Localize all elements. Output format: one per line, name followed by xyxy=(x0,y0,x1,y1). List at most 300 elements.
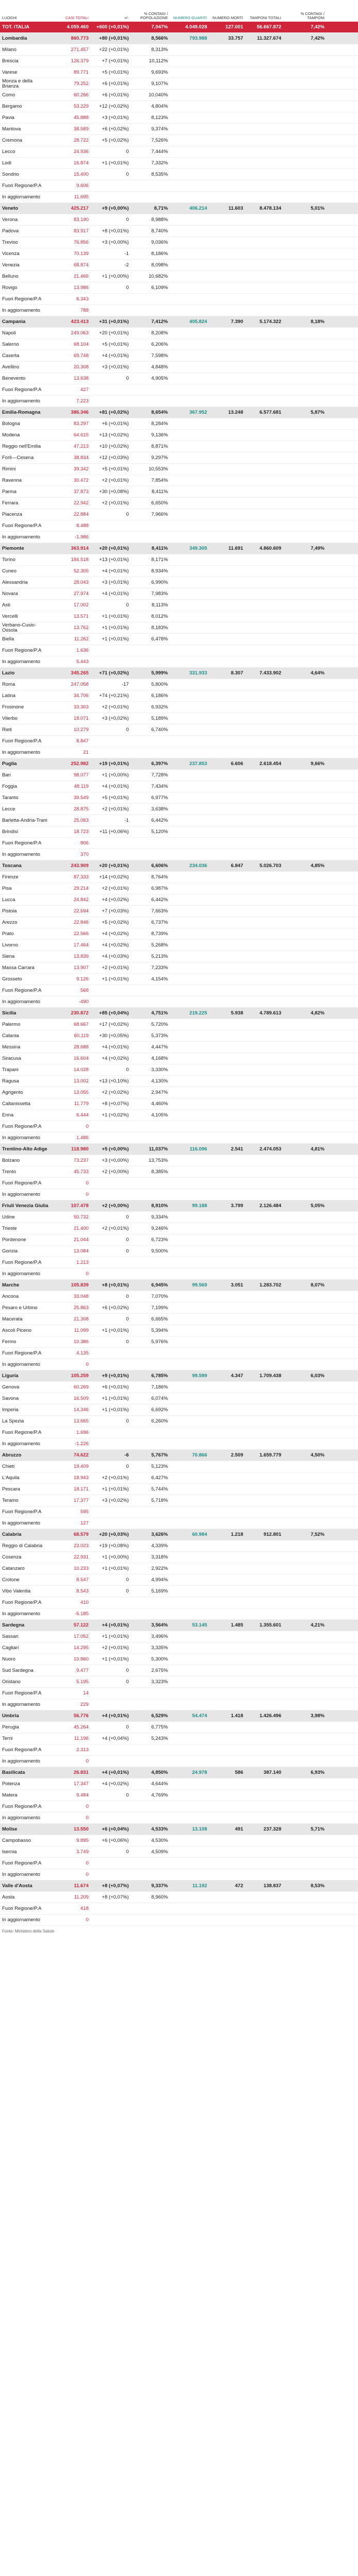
cell-total-cases: 17.002 xyxy=(50,600,91,611)
cell-total-cases: 11.674 xyxy=(50,1880,91,1892)
cell-place: Ragusa xyxy=(0,1076,50,1087)
cell-tests xyxy=(245,1427,283,1438)
cell-spacer xyxy=(327,1427,358,1438)
cell-perc-population: 4,130% xyxy=(131,1076,170,1087)
cell-spacer xyxy=(327,985,358,996)
cell-tests xyxy=(245,1223,283,1234)
province-row xyxy=(0,894,358,906)
cell-recovered xyxy=(170,1586,209,1597)
cell-variation: +5 (+0,02%) xyxy=(91,135,131,146)
region-row xyxy=(0,1370,358,1382)
cell-variation: 0 xyxy=(91,1336,131,1348)
cell-recovered xyxy=(170,44,209,56)
cell-perc-population: 4,154% xyxy=(131,974,170,985)
cell-perc-population xyxy=(131,1608,170,1620)
cell-spacer xyxy=(327,1008,358,1019)
cell-variation: +4 (+0,02%) xyxy=(91,928,131,940)
cell-perc-tests xyxy=(283,1540,327,1552)
cell-spacer xyxy=(327,1382,358,1393)
cell-tests xyxy=(245,690,283,702)
cell-tests: 912.801 xyxy=(245,1529,283,1540)
cell-total-cases: 73.237 xyxy=(50,1155,91,1166)
cell-variation xyxy=(91,1359,131,1370)
cell-deaths xyxy=(209,1064,245,1076)
cell-recovered xyxy=(170,849,209,860)
cell-deaths xyxy=(209,690,245,702)
header-perc-popolazione[interactable]: % CONTAGI / POPOLAZIONE xyxy=(140,11,168,21)
cell-perc-tests: 5,71% xyxy=(283,1824,327,1835)
cell-tests xyxy=(245,1178,283,1189)
cell-total-cases: 410 xyxy=(50,1597,91,1608)
cell-perc-population: 6,977% xyxy=(131,792,170,804)
cell-variation: +2 (+0,01%) xyxy=(91,702,131,713)
cell-spacer xyxy=(327,56,358,67)
cell-perc-population: 6,478% xyxy=(131,634,170,645)
cell-spacer xyxy=(327,214,358,226)
cell-perc-population: 6,737% xyxy=(131,917,170,928)
cell-deaths xyxy=(209,1892,245,1903)
cell-tests xyxy=(245,396,283,407)
cell-variation xyxy=(91,645,131,656)
cell-spacer xyxy=(327,1858,358,1869)
cell-deaths xyxy=(209,384,245,396)
cell-deaths xyxy=(209,1563,245,1574)
province-row xyxy=(0,1790,358,1801)
cell-total-cases: 14.346 xyxy=(50,1404,91,1416)
cell-tests xyxy=(245,1858,283,1869)
cell-place: Veneto xyxy=(0,203,50,214)
cell-recovered xyxy=(170,917,209,928)
province-row xyxy=(0,1892,358,1903)
cell-recovered xyxy=(170,396,209,407)
cell-total-cases: 17.347 xyxy=(50,1778,91,1790)
cell-perc-population: 8,171% xyxy=(131,554,170,566)
cell-deaths xyxy=(209,1087,245,1098)
cell-spacer xyxy=(327,1903,358,1914)
cell-variation: +8 (+0,01%) xyxy=(91,226,131,237)
cell-perc-tests xyxy=(283,146,327,158)
cell-spacer xyxy=(327,1597,358,1608)
header-luoghi[interactable]: LUOGHI xyxy=(2,15,17,21)
cell-tests xyxy=(245,498,283,509)
cell-deaths xyxy=(209,1518,245,1529)
cell-deaths xyxy=(209,554,245,566)
cell-tests xyxy=(245,1110,283,1121)
cell-variation: +19 (+0,08%) xyxy=(91,1540,131,1552)
cell-tests xyxy=(245,294,283,305)
cell-perc-tests xyxy=(283,1892,327,1903)
cell-place: Puglia xyxy=(0,758,50,770)
cell-place: Ferrara xyxy=(0,498,50,509)
cell-variation: 0 xyxy=(91,1574,131,1586)
cell-deaths xyxy=(209,962,245,974)
cell-deaths xyxy=(209,1552,245,1563)
cell-perc-tests xyxy=(283,1291,327,1302)
cell-deaths xyxy=(209,736,245,747)
cell-spacer xyxy=(327,1359,358,1370)
cell-spacer xyxy=(327,305,358,316)
cell-spacer xyxy=(327,44,358,56)
province-row xyxy=(0,1540,358,1552)
cell-tests xyxy=(245,634,283,645)
cell-total-cases: 0 xyxy=(50,1869,91,1880)
cell-deaths xyxy=(209,1427,245,1438)
cell-perc-population xyxy=(131,1597,170,1608)
cell-spacer xyxy=(327,1268,358,1280)
header-guariti[interactable]: NUMERO GUARITI xyxy=(173,15,207,21)
cell-deaths xyxy=(209,645,245,656)
cell-perc-population: 3,323% xyxy=(131,1676,170,1688)
cell-variation xyxy=(91,1744,131,1756)
cell-tests xyxy=(245,917,283,928)
cell-recovered xyxy=(170,350,209,362)
cell-total-cases: 79.252 xyxy=(50,78,91,90)
cell-perc-tests xyxy=(283,124,327,135)
cell-tests xyxy=(245,373,283,384)
cell-tests xyxy=(245,1846,283,1858)
province-row xyxy=(0,1552,358,1563)
province-row xyxy=(0,1846,358,1858)
cell-spacer xyxy=(327,135,358,146)
cell-variation xyxy=(91,1608,131,1620)
cell-variation: -17 xyxy=(91,679,131,690)
cell-variation: +4 (+0,01%) xyxy=(91,1042,131,1053)
cell-perc-population: 6,109% xyxy=(131,282,170,294)
cell-place: In aggiornamento xyxy=(0,192,50,203)
cell-total-cases: 28.688 xyxy=(50,1042,91,1053)
cell-perc-population: 8,183% xyxy=(131,622,170,634)
cell-total-cases: 13.055 xyxy=(50,1087,91,1098)
cell-total-cases: 247.058 xyxy=(50,679,91,690)
cell-place: Liguria xyxy=(0,1370,50,1382)
cell-perc-population: 5,373% xyxy=(131,1030,170,1042)
cell-spacer xyxy=(327,1246,358,1257)
province-row xyxy=(0,736,358,747)
cell-deaths xyxy=(209,180,245,192)
cell-variation xyxy=(91,996,131,1008)
province-row xyxy=(0,962,358,974)
cell-total-cases: 418 xyxy=(50,1903,91,1914)
cell-perc-population: 9,107% xyxy=(131,78,170,90)
cell-variation: +3 (+0,01%) xyxy=(91,577,131,588)
cell-total-cases: 1.696 xyxy=(50,1427,91,1438)
cell-perc-tests: 7,42% xyxy=(283,22,327,33)
cell-deaths xyxy=(209,1597,245,1608)
region-row xyxy=(0,407,358,418)
cell-place: In aggiornamento xyxy=(0,1518,50,1529)
cell-perc-tests xyxy=(283,917,327,928)
cell-variation: +31 (+0,01%) xyxy=(91,316,131,328)
cell-tests xyxy=(245,192,283,203)
cell-perc-population: 8,098% xyxy=(131,260,170,271)
cell-deaths xyxy=(209,849,245,860)
cell-perc-tests xyxy=(283,781,327,792)
header-tamponi[interactable]: TAMPONI TOTALI xyxy=(249,15,281,21)
cell-recovered xyxy=(170,532,209,543)
cell-spacer xyxy=(327,1552,358,1563)
cell-tests xyxy=(245,362,283,373)
cell-tests xyxy=(245,1914,283,1926)
cell-perc-tests xyxy=(283,1427,327,1438)
cell-recovered xyxy=(170,1302,209,1314)
cell-total-cases: 18.723 xyxy=(50,826,91,838)
cell-total-cases: 38.589 xyxy=(50,124,91,135)
cell-recovered xyxy=(170,1155,209,1166)
province-row xyxy=(0,1348,358,1359)
cell-place: Sondrio xyxy=(0,169,50,180)
cell-recovered xyxy=(170,1132,209,1144)
cell-spacer xyxy=(327,1178,358,1189)
header-morti[interactable]: NUMERO MORTI xyxy=(212,15,243,21)
province-row xyxy=(0,1110,358,1121)
province-row xyxy=(0,509,358,520)
cell-place: In aggiornamento xyxy=(0,656,50,668)
cell-deaths xyxy=(209,1699,245,1710)
cell-total-cases: 2.313 xyxy=(50,1744,91,1756)
cell-tests: 1.659.779 xyxy=(245,1450,283,1461)
cell-spacer xyxy=(327,1461,358,1472)
cell-perc-population xyxy=(131,1348,170,1359)
cell-perc-population: 8,385% xyxy=(131,1166,170,1178)
cell-tests xyxy=(245,940,283,951)
cell-tests xyxy=(245,509,283,520)
cell-total-cases: 13.986 xyxy=(50,282,91,294)
cell-perc-tests xyxy=(283,1314,327,1325)
province-row xyxy=(0,486,358,498)
cell-tests xyxy=(245,1552,283,1563)
cell-place: Rieti xyxy=(0,724,50,736)
cell-recovered xyxy=(170,634,209,645)
cell-tests xyxy=(245,1688,283,1699)
cell-deaths: 491 xyxy=(209,1824,245,1835)
cell-perc-tests xyxy=(283,1393,327,1404)
cell-deaths xyxy=(209,940,245,951)
cell-total-cases: 28.043 xyxy=(50,577,91,588)
cell-recovered xyxy=(170,1234,209,1246)
cell-variation xyxy=(91,1427,131,1438)
cell-total-cases: 14 xyxy=(50,1688,91,1699)
cell-place: Fuori Regione/P.A xyxy=(0,838,50,849)
province-row xyxy=(0,294,358,305)
cell-variation xyxy=(91,1869,131,1880)
province-row xyxy=(0,214,358,226)
cell-deaths xyxy=(209,622,245,634)
cell-recovered xyxy=(170,566,209,577)
cell-tests xyxy=(245,906,283,917)
province-row xyxy=(0,112,358,124)
cell-place: Caserta xyxy=(0,350,50,362)
cell-place: Arezzo xyxy=(0,917,50,928)
cell-spacer xyxy=(327,1710,358,1722)
cell-place: Trento xyxy=(0,1166,50,1178)
cell-variation xyxy=(91,1178,131,1189)
cell-place: In aggiornamento xyxy=(0,1189,50,1200)
cell-variation: +6 (+0,01%) xyxy=(91,1382,131,1393)
cell-recovered xyxy=(170,1064,209,1076)
cell-deaths xyxy=(209,532,245,543)
cell-total-cases: 17.464 xyxy=(50,940,91,951)
cell-perc-tests xyxy=(283,532,327,543)
cell-place: Molise xyxy=(0,1824,50,1835)
cell-total-cases: 52.305 xyxy=(50,566,91,577)
cell-perc-tests xyxy=(283,1404,327,1416)
cell-perc-tests xyxy=(283,1518,327,1529)
cell-place: Rovigo xyxy=(0,282,50,294)
cell-perc-tests xyxy=(283,78,327,90)
cell-spacer xyxy=(327,1778,358,1790)
cell-tests: 56.667.872 xyxy=(245,22,283,33)
cell-total-cases: 13.002 xyxy=(50,1076,91,1087)
cell-perc-population: 7,728% xyxy=(131,770,170,781)
cell-spacer xyxy=(327,758,358,770)
cell-variation: +80 (+0,01%) xyxy=(91,33,131,44)
cell-perc-tests xyxy=(283,1665,327,1676)
cell-tests xyxy=(245,520,283,532)
cell-recovered xyxy=(170,996,209,1008)
cell-total-cases: 9.126 xyxy=(50,974,91,985)
cell-perc-population: 8,739% xyxy=(131,928,170,940)
cell-total-cases: 74.622 xyxy=(50,1450,91,1461)
cell-recovered xyxy=(170,1812,209,1824)
cell-perc-population: 6,945% xyxy=(131,1280,170,1291)
province-row xyxy=(0,282,358,294)
cell-total-cases: 24.842 xyxy=(50,894,91,906)
province-row xyxy=(0,974,358,985)
header-perc-tamponi[interactable]: % CONTAGI / TAMPONI xyxy=(300,11,325,21)
cell-spacer xyxy=(327,1846,358,1858)
cell-total-cases: 0 xyxy=(50,1756,91,1767)
cell-place: Bologna xyxy=(0,418,50,430)
cell-place: Crotone xyxy=(0,1574,50,1586)
province-row xyxy=(0,1132,358,1144)
cell-tests xyxy=(245,1155,283,1166)
cell-total-cases: 11.262 xyxy=(50,634,91,645)
cell-spacer xyxy=(327,894,358,906)
cell-total-cases: 22.884 xyxy=(50,509,91,520)
cell-recovered xyxy=(170,690,209,702)
cell-tests xyxy=(245,611,283,622)
cell-perc-tests xyxy=(283,588,327,600)
cell-spacer xyxy=(327,67,358,78)
cell-deaths xyxy=(209,1869,245,1880)
cell-deaths xyxy=(209,1790,245,1801)
cell-recovered xyxy=(170,1676,209,1688)
cell-perc-population: 6,665% xyxy=(131,1314,170,1325)
cell-tests xyxy=(245,894,283,906)
cell-deaths xyxy=(209,464,245,475)
cell-total-cases: 0 xyxy=(50,1801,91,1812)
cell-total-cases: 1.213 xyxy=(50,1257,91,1268)
header-variation[interactable]: +/- xyxy=(124,15,129,21)
cell-perc-population: 4,339% xyxy=(131,1540,170,1552)
cell-tests xyxy=(245,1744,283,1756)
cell-spacer xyxy=(327,1087,358,1098)
cell-total-cases: 370 xyxy=(50,849,91,860)
cell-variation xyxy=(91,747,131,758)
cell-perc-population xyxy=(131,656,170,668)
cell-deaths: 11.603 xyxy=(209,203,245,214)
cell-deaths xyxy=(209,1257,245,1268)
cell-perc-population: 7,526% xyxy=(131,135,170,146)
cell-perc-tests xyxy=(283,792,327,804)
cell-perc-population xyxy=(131,1506,170,1518)
cell-total-cases: 8.543 xyxy=(50,1586,91,1597)
cell-deaths xyxy=(209,1631,245,1642)
cell-deaths xyxy=(209,634,245,645)
cell-total-cases: 14.295 xyxy=(50,1642,91,1654)
cell-perc-tests xyxy=(283,985,327,996)
cell-total-cases: 21 xyxy=(50,747,91,758)
cell-perc-tests xyxy=(283,996,327,1008)
cell-variation: +30 (+0,08%) xyxy=(91,486,131,498)
cell-perc-tests xyxy=(283,645,327,656)
cell-tests xyxy=(245,747,283,758)
cell-perc-tests: 7,49% xyxy=(283,543,327,554)
cell-variation: +1 (+0,00%) xyxy=(91,1552,131,1563)
cell-recovered xyxy=(170,1098,209,1110)
cell-spacer xyxy=(327,1291,358,1302)
cell-place: Ravenna xyxy=(0,475,50,486)
province-row xyxy=(0,690,358,702)
cell-deaths xyxy=(209,1835,245,1846)
cell-tests xyxy=(245,1302,283,1314)
cell-spacer xyxy=(327,1450,358,1461)
cell-spacer xyxy=(327,486,358,498)
cell-perc-population: 3,318% xyxy=(131,1552,170,1563)
province-row xyxy=(0,1189,358,1200)
cell-perc-tests xyxy=(283,1064,327,1076)
cell-spacer xyxy=(327,1835,358,1846)
cell-recovered xyxy=(170,294,209,305)
cell-deaths xyxy=(209,1744,245,1756)
region-row xyxy=(0,1008,358,1019)
cell-total-cases: 89.771 xyxy=(50,67,91,78)
cell-recovered xyxy=(170,894,209,906)
cell-perc-population: 4,905% xyxy=(131,373,170,384)
cell-total-cases: 56.776 xyxy=(50,1710,91,1722)
cell-deaths: 4.347 xyxy=(209,1370,245,1382)
cell-recovered xyxy=(170,1438,209,1450)
cell-place: Siena xyxy=(0,951,50,962)
cell-recovered xyxy=(170,679,209,690)
cell-place: Fuori Regione/P.A xyxy=(0,1257,50,1268)
cell-place: Bolzano xyxy=(0,1155,50,1166)
cell-recovered xyxy=(170,475,209,486)
cell-deaths: 8.307 xyxy=(209,668,245,679)
cell-tests xyxy=(245,339,283,350)
cell-perc-population: 3,626% xyxy=(131,1529,170,1540)
cell-variation: +6 (+0,01%) xyxy=(91,90,131,101)
cell-spacer xyxy=(327,1518,358,1529)
header-casi-totali[interactable]: CASI TOTALI xyxy=(65,15,89,21)
cell-deaths: 2.541 xyxy=(209,1144,245,1155)
cell-recovered xyxy=(170,838,209,849)
cell-perc-population: 8,934% xyxy=(131,566,170,577)
cell-place: Umbria xyxy=(0,1710,50,1722)
cell-total-cases: 9.895 xyxy=(50,1835,91,1846)
cell-place: Bari xyxy=(0,770,50,781)
cell-variation: +3 (+0,01%) xyxy=(91,362,131,373)
cell-place: Monza e della Brianza xyxy=(0,78,50,90)
cell-perc-tests xyxy=(283,1325,327,1336)
province-row xyxy=(0,1495,358,1506)
cell-total-cases: 386.346 xyxy=(50,407,91,418)
cell-perc-tests: 6,03% xyxy=(283,1370,327,1382)
province-row xyxy=(0,520,358,532)
cell-spacer xyxy=(327,622,358,634)
cell-perc-population: 4,850% xyxy=(131,1767,170,1778)
cell-total-cases: 14.028 xyxy=(50,1064,91,1076)
